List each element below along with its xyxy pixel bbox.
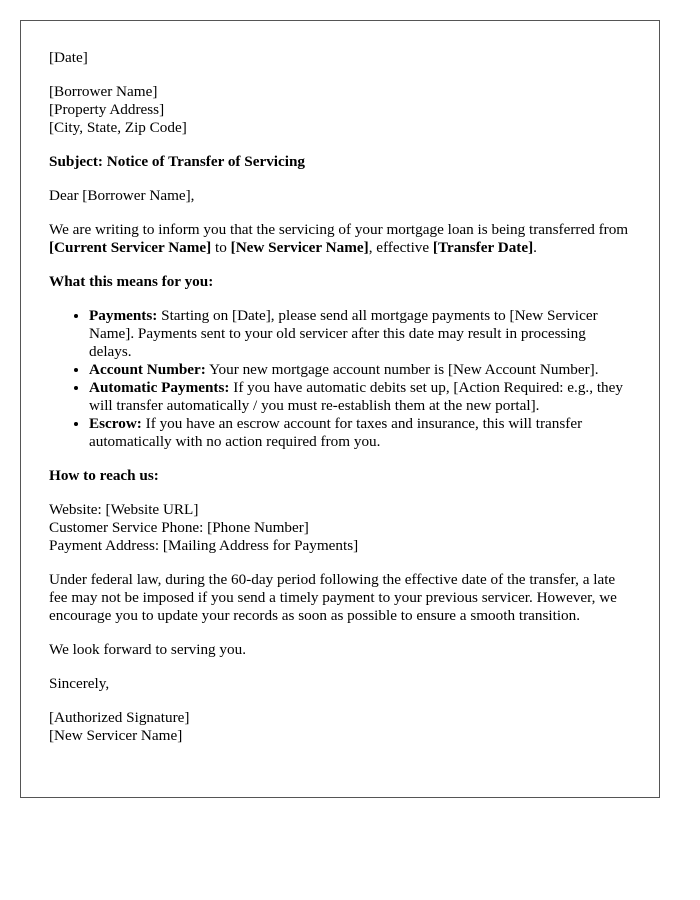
recipient-address-block xyxy=(49,83,631,137)
current-servicer: [Current Servicer Name] xyxy=(49,239,212,256)
list-item-text: Your new mortgage account number is [New Account Number]. xyxy=(205,361,599,378)
recipient-property-address: [Property Address] xyxy=(49,101,165,118)
list-item-label: Payments: xyxy=(89,307,158,324)
signature-servicer-name: [New Servicer Name] xyxy=(49,727,183,744)
transfer-date: [Transfer Date] xyxy=(432,239,534,256)
contact-payment-address: Payment Address: [Mailing Address for Payments] xyxy=(49,537,359,554)
list-item-label: Escrow: xyxy=(89,415,142,432)
letter-page xyxy=(20,20,660,798)
intro-text-4: . xyxy=(533,239,537,256)
list-item-label: Account Number: xyxy=(89,361,206,378)
details-list xyxy=(49,307,631,451)
list-item-label: Automatic Payments: xyxy=(89,379,230,396)
salutation: Dear [Borrower Name], xyxy=(49,187,195,204)
new-servicer: [New Servicer Name] xyxy=(230,239,369,256)
intro-text-1: We are writing to inform you that the servicing of your mortgage loan is being transferred from xyxy=(49,221,629,238)
subject-line xyxy=(49,153,631,171)
list-item-text: Starting on [Date], please send all mortgage payments to [New Servicer Name]. Payments sent to your old servicer after this date may result in processing delays. xyxy=(89,307,598,360)
closing-line: We look forward to serving you. xyxy=(49,641,247,658)
contact-heading-text: How to reach us: xyxy=(49,467,159,484)
intro-text-3: , effective xyxy=(368,239,433,256)
list-item-escrow xyxy=(89,415,631,451)
subject-text: Subject: Notice of Transfer of Servicing xyxy=(49,153,306,170)
contact-block xyxy=(49,501,631,555)
signature-block xyxy=(49,709,631,745)
recipient-city-state-zip: [City, State, Zip Code] xyxy=(49,119,187,136)
list-item-account-number xyxy=(89,361,631,379)
list-item-text: If you have an escrow account for taxes and insurance, this will transfer automatically with no action required from you. xyxy=(89,415,583,450)
signoff: Sincerely, xyxy=(49,675,110,692)
contact-heading xyxy=(49,467,631,485)
contact-phone: Customer Service Phone: [Phone Number] xyxy=(49,519,309,536)
authorized-signature: [Authorized Signature] xyxy=(49,709,190,726)
list-item-automatic-payments xyxy=(89,379,631,415)
intro-paragraph xyxy=(49,221,631,257)
recipient-name: [Borrower Name] xyxy=(49,83,158,100)
letter-date: [Date] xyxy=(49,49,88,66)
what-this-means-heading-text: What this means for you: xyxy=(49,273,214,290)
intro-text-2: to xyxy=(211,239,231,256)
contact-website: Website: [Website URL] xyxy=(49,501,199,518)
list-item-text: If you have automatic debits set up, [Action Required: e.g., they will transfer automatically / you must re-establish them at the new portal]. xyxy=(89,379,623,414)
what-this-means-heading xyxy=(49,273,631,291)
federal-law-paragraph: Under federal law, during the 60-day period following the effective date of the transfer, a late fee may not be imposed if you send a timely payment to your previous servicer. However, we encourage you to update your records as soon as possible to ensure a smooth transition. xyxy=(49,571,617,624)
list-item-payments xyxy=(89,307,631,361)
